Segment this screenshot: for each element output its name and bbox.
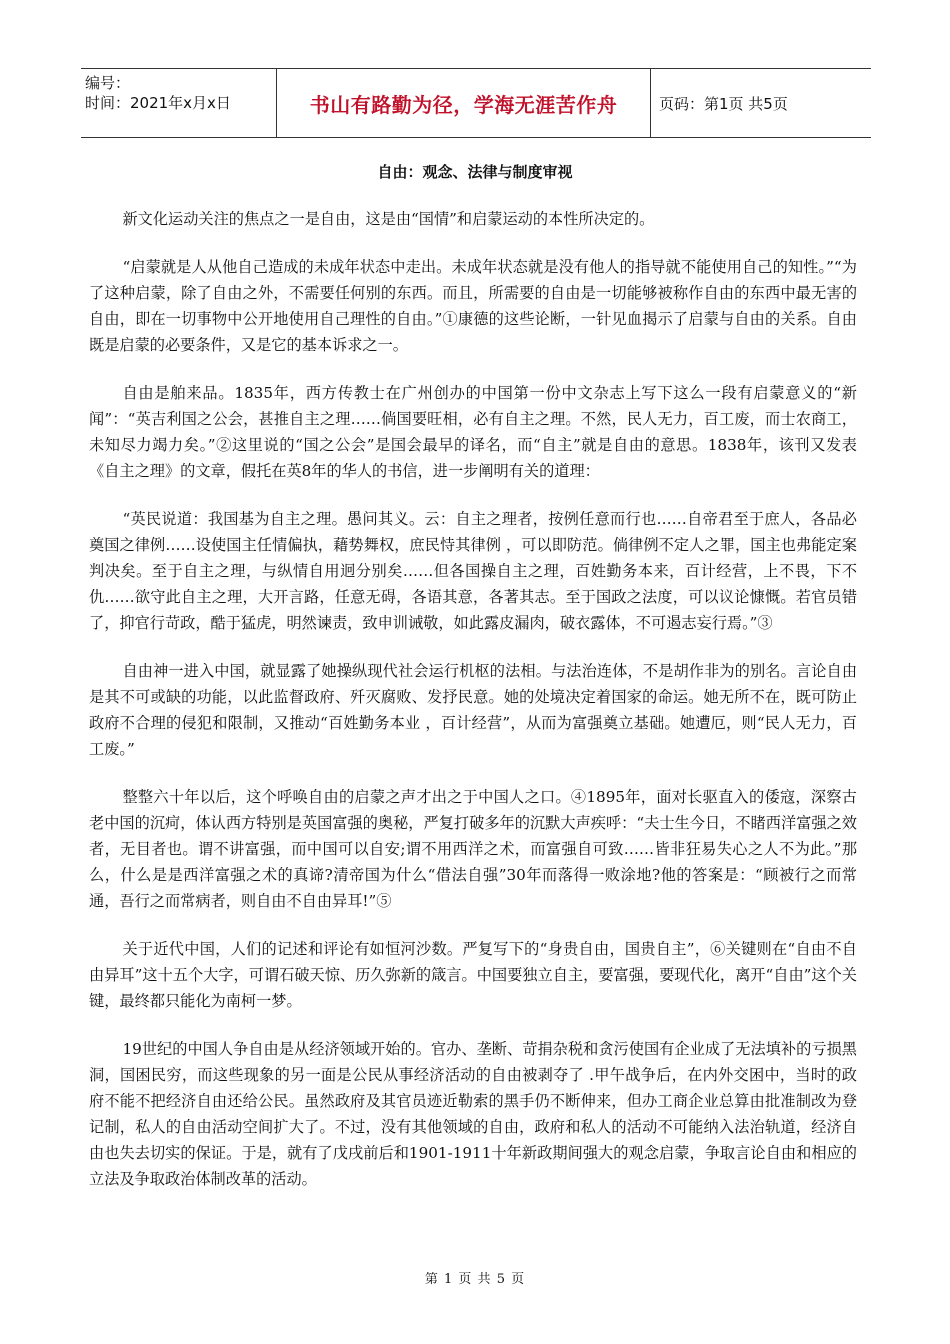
paragraph: 19世纪的中国人争自由是从经济领域开始的。官办、垄断、苛捐杂税和贪污使国有企业成了无法填补的亏损黑洞，国困民穷，而这些现象的另一面是公民从事经济活动的自由被剥夺了 .甲午战争后，在内外交困中，当时的政府不能不把经济自由还给公民。虽然政府及其官员迹近勒索的黑手仍不断伸来，但办工商企业总算由批准制改为登记制，私人的自由活动空间扩大了。不过，没有其他领域的自由，政府和私人的活动不可能纳入法治轨道，经济自由也失去切实的保证。于是，就有了戊戌前后和1901-1911十年新政期间强大的观念启蒙，争取言论自由和相应的立法及争取政治体制改革的活动。 [89,1040,857,1188]
paragraph: “启蒙就是人从他自己造成的未成年状态中走出。未成年状态就是没有他人的指导就不能使用自己的知性。”“为了这种启蒙，除了自由之外，不需要任何别的东西。而且，所需要的自由是一切能够被称作自由的东西中最无害的自由，即在一切事物中公开地使用自己理性的自由。”①康德的这些论断，一针见血揭示了启蒙与自由的关系。自由既是启蒙的必要条件，又是它的基本诉求之一。 [89,258,857,354]
document-body [89,206,857,1214]
document-title: 自由：观念、法律与制度审视 [377,163,573,181]
page-header [81,68,871,138]
paragraph: “英民说道：我国基为自主之理。愚问其义。云：自主之理者，按例任意而行也……自帝君至于庶人，各品必奠国之律例……设使国主任情偏执，藉势舞权，庶民恃其律例 ，可以即防范。倘律例不定人之罪，国主也弗能定案判决矣。至于自主之理，与纵情自用迥分别矣……但各国操自主之理，百姓勤务本来，百计经营，上不畏，下不仇……欲守此自主之理，大开言路，任意无碍，各语其意，各著其志。至于国政之法度，可以议论慷慨。若官员错了，抑官行苛政，酷于猛虎，明然谏责，致申训诫敬，如此露皮漏肉，破衣露体，不可遏志妄行焉。”③ [89,510,857,632]
page-footer: 第 1 页 共 5 页 [424,1272,526,1287]
header-page-info: 页码：第1页 共5页 [659,94,788,113]
paragraph: 自由神一进入中国，就显露了她操纵现代社会运行机枢的法相。与法治连体，不是胡作非为的别名。言论自由是其不可或缺的功能，以此监督政府、歼灭腐败、发抒民意。她的处境决定着国家的命运。她无所不在，既可防止政府不合理的侵犯和限制，又推动“百姓勤务本业 ，百计经营”，从而为富强奠立基础。她遭厄，则“民人无力，百工废。” [89,662,857,758]
header-meta [81,69,277,137]
header-motto: 书山有路勤为径，学海无涯苦作舟 [277,69,651,137]
document-number-label: 编号： [85,74,131,92]
document-date: 时间：2021年x月x日 [85,94,231,112]
paragraph: 自由是舶来品。1835年，西方传教士在广州创办的中国第一份中文杂志上写下这么一段有启蒙意义的“新闻”：“英吉利国之公会，甚推自主之理……倘国要旺相，必有自主之理。不然，民人无力，百工废，而士农商工，未知尽力竭力矣。”②这里说的“国之公会”是国会最早的译名，而“自主”就是自由的意思。1838年，该刊又发表《自主之理》的文章，假托在英8年的华人的书信，进一步阐明有关的道理： [89,384,857,480]
paragraph: 新文化运动关注的焦点之一是自由，这是由“国情”和启蒙运动的本性所决定的。 [122,210,655,228]
paragraph: 整整六十年以后，这个呼唤自由的启蒙之声才出之于中国人之口。④1895年，面对长驱直入的倭寇，深察古老中国的沉疴，体认西方特别是英国富强的奥秘，严复打破多年的沉默大声疾呼：“夫士生今日，不睹西洋富强之效者，无目者也。谓不讲富强，而中国可以自安;谓不用西洋之术，而富强自可致……皆非狂易失心之人不为此。”那么，什么是是西洋富强之术的真谛?清帝国为什么“借法自强”30年而落得一败涂地?他的答案是：“顾被行之而常通，吾行之而常病者，则自由不自由异耳!”⑤ [89,788,857,910]
paragraph: 关于近代中国，人们的记述和评论有如恒河沙数。严复写下的“身贵自由，国贵自主”，⑥关键则在“自由不自由异耳”这十五个大字，可谓石破天惊、历久弥新的箴言。中国要独立自主，要富强，要现代化，离开“自由”这个关键，最终都只能化为南柯一梦。 [89,940,857,1010]
